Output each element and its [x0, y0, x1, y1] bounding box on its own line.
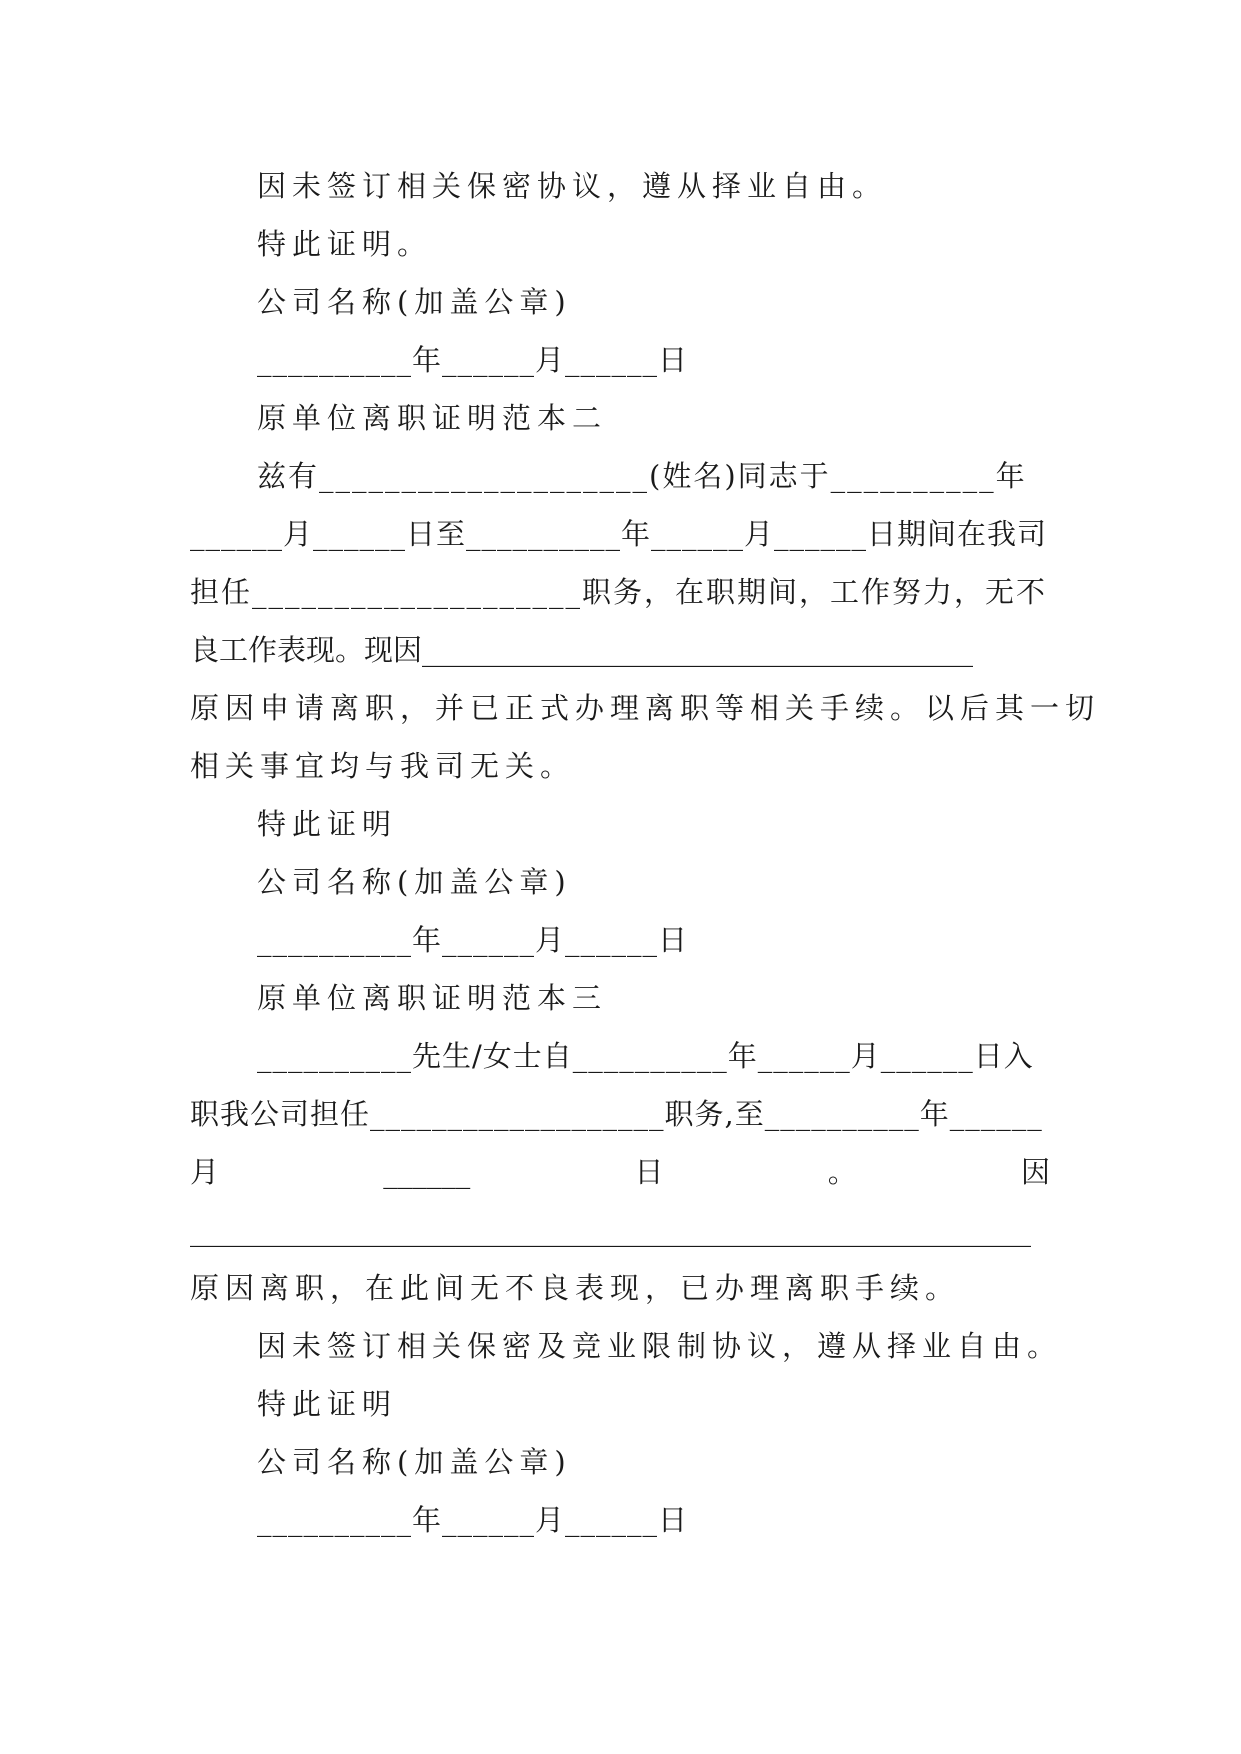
sample-two-para-line: 担任____________________职务，在职期间，工作努力，无不 [190, 575, 1048, 609]
sample-two-heading: 原单位离职证明范本二 [257, 401, 608, 435]
sample-two-para-line: 相关事宜均与我司无关。 [190, 749, 576, 783]
sample-three-para-line: 职我公司担任___________________职务,至__________年______ [190, 1097, 1043, 1131]
certify-text: 特此证明 [257, 807, 398, 841]
spread-word: 因 [1020, 1155, 1050, 1189]
spread-word: 日 [634, 1155, 664, 1189]
date-line: __________年______月______日 [257, 1503, 689, 1537]
company-seal-line: 公司名称(加盖公章) [257, 1445, 572, 1479]
confidentiality-text: 因未签订相关保密协议，遵从择业自由。 [257, 169, 888, 203]
certify-text: 特此证明。 [257, 227, 433, 261]
date-line: __________年______月______日 [257, 923, 689, 957]
reason-blank-line: __________________________________________________________ [190, 1213, 1031, 1247]
sample-two-para-line: 兹有____________________(姓名)同志于__________年 [257, 459, 1027, 493]
spread-word: 。 [827, 1155, 857, 1189]
sample-three-spread-line [190, 1152, 1050, 1192]
sample-two-para-line: 原因申请离职，并已正式办理离职等相关手续。以后其一切 [190, 691, 1101, 725]
confidentiality-text: 因未签订相关保密及竞业限制协议，遵从择业自由。 [257, 1329, 1063, 1363]
sample-three-para-line: __________先生/女士自__________年______月______日入 [257, 1039, 1034, 1073]
sample-three-para-line: 原因离职，在此间无不良表现，已办理离职手续。 [190, 1271, 961, 1305]
spread-blank: ______ [383, 1155, 471, 1189]
company-seal-line: 公司名称(加盖公章) [257, 865, 572, 899]
certify-text: 特此证明 [257, 1387, 398, 1421]
sample-two-para-line: ______月______日至__________年______月______日期间在我司 [190, 517, 1048, 551]
spread-word: 月 [190, 1155, 220, 1189]
sample-three-heading: 原单位离职证明范本三 [257, 981, 608, 1015]
date-line: __________年______月______日 [257, 343, 689, 377]
sample-two-para-line: 良工作表现。现因______________________________________ [190, 633, 974, 667]
company-seal-line: 公司名称(加盖公章) [257, 285, 572, 319]
